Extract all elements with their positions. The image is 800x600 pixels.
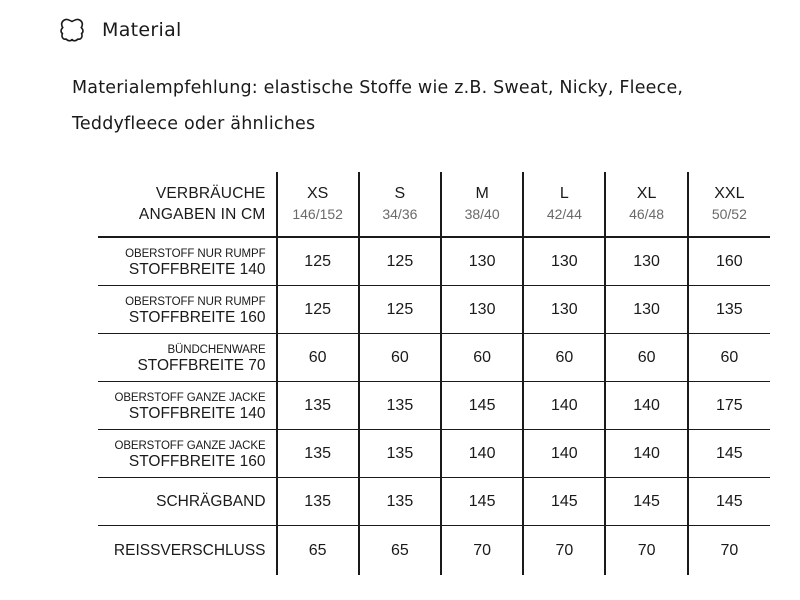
corner-line-1: VERBRÄUCHE <box>155 185 266 202</box>
size-range: 38/40 <box>464 206 500 222</box>
table-cell: 125 <box>277 237 359 286</box>
row-label-big: STOFFBREITE 140 <box>128 404 266 422</box>
table-cell: 65 <box>359 526 441 576</box>
section-header <box>58 14 182 46</box>
row-label-big: SCHRÄGBAND <box>156 492 266 510</box>
row-label-small: OBERSTOFF GANZE JACKE <box>114 439 266 452</box>
table-cell: 125 <box>359 237 441 286</box>
size-header <box>523 172 605 237</box>
table-cell: 65 <box>277 526 359 576</box>
row-label-small: OBERSTOFF GANZE JACKE <box>114 391 266 404</box>
row-label-small: BÜNDCHENWARE <box>167 343 266 356</box>
table-cell: 70 <box>688 526 770 576</box>
table-corner-header <box>98 172 277 237</box>
table-cell: 140 <box>523 430 605 478</box>
table-row <box>98 430 770 478</box>
row-label-small: OBERSTOFF NUR RUMPF <box>125 247 266 260</box>
table-cell: 175 <box>688 382 770 430</box>
row-label-big: STOFFBREITE 140 <box>128 260 266 278</box>
size-code: XS <box>306 185 329 202</box>
table-cell: 70 <box>441 526 523 576</box>
size-header <box>359 172 441 237</box>
table-cell: 135 <box>277 478 359 526</box>
size-range: 34/36 <box>382 206 418 222</box>
section-title: Material <box>102 19 182 41</box>
table-cell: 135 <box>359 382 441 430</box>
table-cell: 160 <box>688 237 770 286</box>
size-code: S <box>394 185 406 202</box>
table-cell: 145 <box>688 478 770 526</box>
table-cell: 130 <box>605 237 687 286</box>
size-range: 46/48 <box>629 206 665 222</box>
table-cell: 130 <box>605 286 687 334</box>
size-header <box>441 172 523 237</box>
row-label <box>98 478 277 526</box>
row-label-big: STOFFBREITE 160 <box>128 452 266 470</box>
table-cell: 60 <box>441 334 523 382</box>
size-range: 146/152 <box>292 206 343 222</box>
table-cell: 60 <box>605 334 687 382</box>
table-cell: 145 <box>441 382 523 430</box>
table-cell: 135 <box>359 430 441 478</box>
table-cell: 125 <box>277 286 359 334</box>
fabric-consumption-table <box>98 172 770 575</box>
row-label-big: STOFFBREITE 70 <box>137 356 266 374</box>
row-label <box>98 430 277 478</box>
size-header-row <box>98 172 770 237</box>
material-recommendation: Materialempfehlung: elastische Stoffe wie z.B. Sweat, Nicky, Fleece, Teddyfleece oder ähnliches <box>72 78 684 134</box>
table-cell: 60 <box>359 334 441 382</box>
table-cell: 140 <box>523 382 605 430</box>
size-range: 42/44 <box>546 206 582 222</box>
table-cell: 140 <box>441 430 523 478</box>
size-header <box>688 172 770 237</box>
table-cell: 130 <box>523 286 605 334</box>
table-row <box>98 334 770 382</box>
table-cell: 60 <box>688 334 770 382</box>
table-cell: 135 <box>688 286 770 334</box>
table-cell: 130 <box>441 237 523 286</box>
leather-hide-icon <box>58 17 86 43</box>
table-cell: 60 <box>277 334 359 382</box>
table-cell: 130 <box>523 237 605 286</box>
table-cell: 145 <box>441 478 523 526</box>
size-header <box>605 172 687 237</box>
size-code: XXL <box>714 185 745 202</box>
table-cell: 70 <box>605 526 687 576</box>
table-cell: 140 <box>605 430 687 478</box>
table-row <box>98 526 770 576</box>
table-cell: 130 <box>441 286 523 334</box>
table-cell: 60 <box>523 334 605 382</box>
corner-line-2: ANGABEN IN CM <box>138 206 266 223</box>
size-code: M <box>475 185 489 202</box>
table-cell: 145 <box>688 430 770 478</box>
table-cell: 125 <box>359 286 441 334</box>
table-cell: 135 <box>359 478 441 526</box>
size-code: XL <box>636 185 657 202</box>
row-label-big: STOFFBREITE 160 <box>128 308 266 326</box>
table-cell: 145 <box>523 478 605 526</box>
row-label <box>98 286 277 334</box>
row-label <box>98 237 277 286</box>
table-row <box>98 382 770 430</box>
table-cell: 70 <box>523 526 605 576</box>
size-header <box>277 172 359 237</box>
table-row <box>98 237 770 286</box>
table-cell: 135 <box>277 382 359 430</box>
row-label <box>98 382 277 430</box>
row-label-small: OBERSTOFF NUR RUMPF <box>125 295 266 308</box>
table-cell: 135 <box>277 430 359 478</box>
row-label <box>98 334 277 382</box>
size-code: L <box>559 185 569 202</box>
row-label-big: REISSVERSCHLUSS <box>113 541 266 559</box>
table-cell: 140 <box>605 382 687 430</box>
table-cell: 145 <box>605 478 687 526</box>
size-range: 50/52 <box>711 206 747 222</box>
table-row <box>98 286 770 334</box>
row-label <box>98 526 277 576</box>
table-row <box>98 478 770 526</box>
